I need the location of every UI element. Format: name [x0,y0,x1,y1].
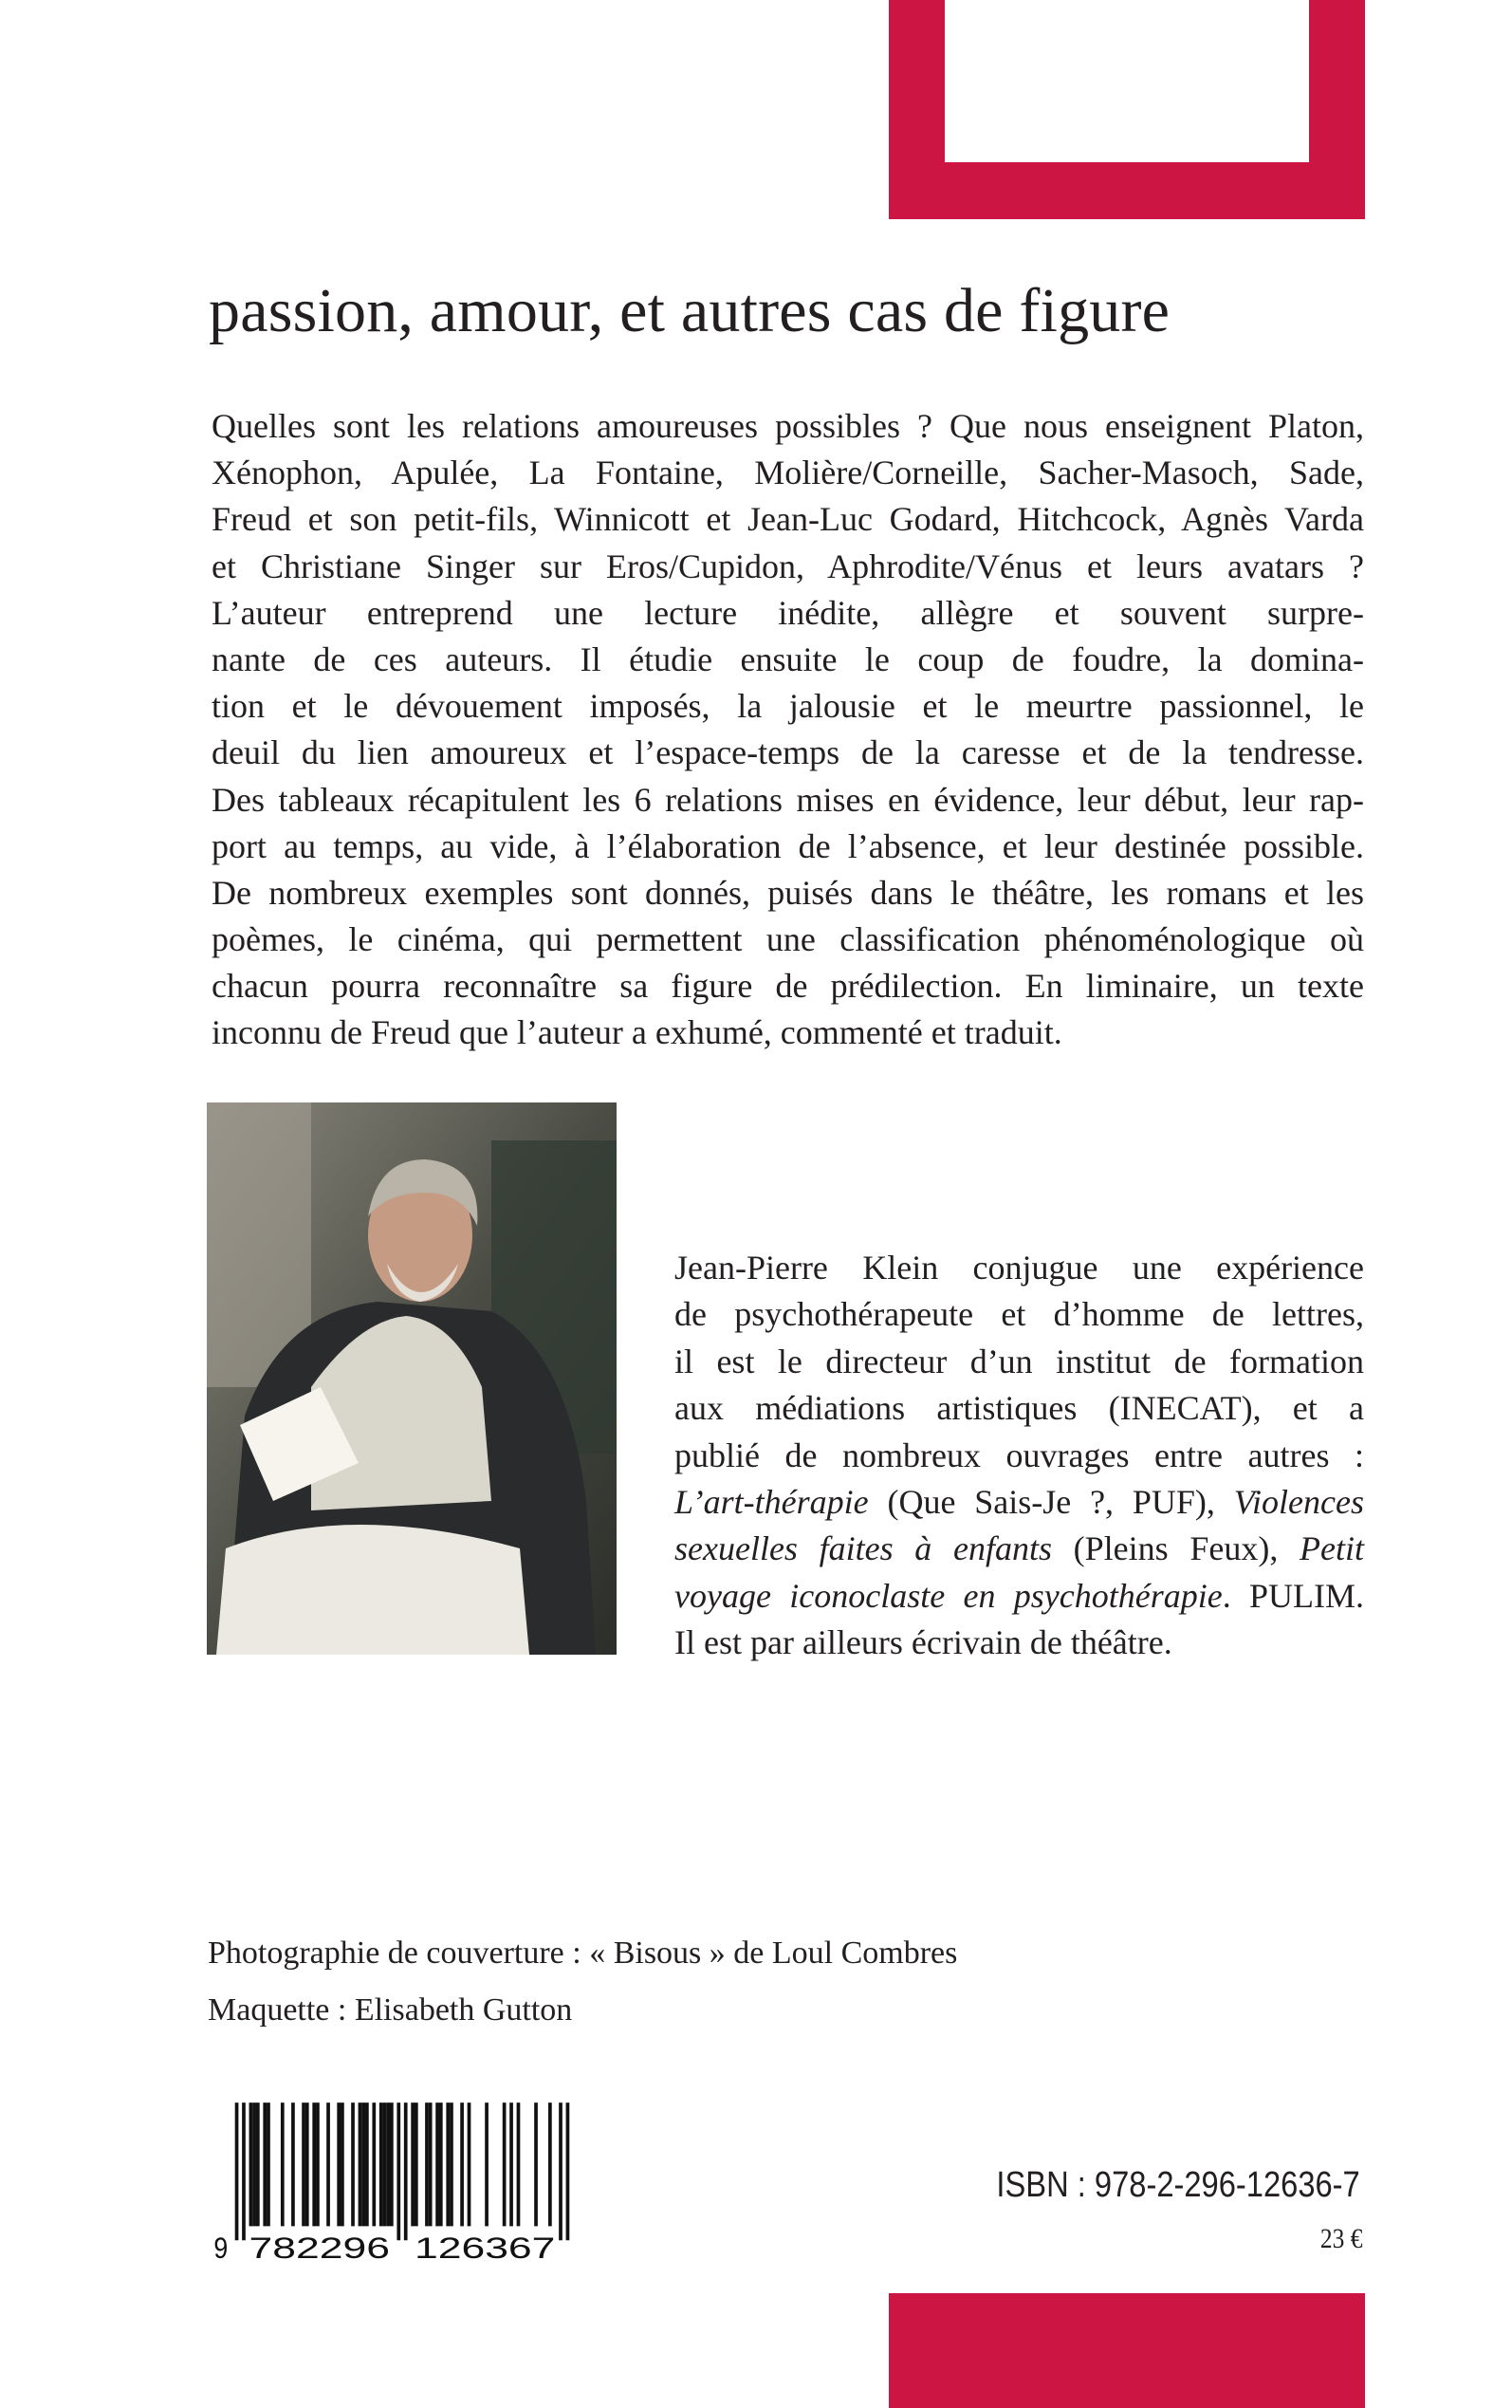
barcode-bar [439,2102,443,2226]
book-title-italic: L’art-thérapie [674,1482,869,1521]
barcode-bar [316,2102,320,2226]
barcode-bar [548,2102,552,2226]
book-title-italic: Petit [1300,1529,1364,1568]
barcode-bar [263,2102,267,2226]
barcode-bar [446,2102,450,2226]
barcode-bar [559,2102,562,2240]
barcode-bar [517,2102,521,2226]
barcode-digits: 126367 [414,2230,556,2265]
summary-line: poèmes, le cinéma, qui permettent une classification phénoménologique où [212,920,1364,959]
barcode-bar [460,2102,464,2226]
bio-line [674,1620,1364,1666]
barcode-bar [302,2102,305,2226]
barcode-bar [485,2102,489,2226]
barcode-bar [372,2102,376,2226]
barcode-bar [235,2102,239,2240]
bio-text: (Que Sais-Je ?, PUF), [868,1482,1234,1521]
bio-line [674,1433,1364,1479]
summary-line: deuil du lien amoureux et l’espace-temps de la caresse et de la tendresse. [212,733,1364,772]
barcode-bar [252,2102,256,2226]
author-bio [674,1245,1364,1667]
summary-line: Xénophon, Apulée, La Fontaine, Molière/Corneille, Sacher-Masoch, Sade, [212,454,1364,492]
barcode-bar [249,2102,253,2226]
barcode-bar [468,2102,471,2226]
bio-text: (Pleins Feux), [1051,1529,1300,1568]
barcode-bar [351,2102,355,2226]
summary-line: port au temps, au vide, à l’élaboration de l’absence, et leur destinée possible. [212,826,1364,865]
author-photo [207,1102,617,1655]
barcode-bar [411,2102,415,2226]
barcode-bar [566,2102,570,2240]
bio-line [674,1526,1364,1572]
barcode-bar [503,2102,507,2226]
barcode-bar [365,2102,369,2226]
barcode-bar [415,2102,418,2226]
summary-line: inconnu de Freud que l’auteur a exhumé, commenté et traduit. [212,1013,1062,1052]
bio-line [674,1339,1364,1385]
barcode-bar [404,2102,408,2240]
bio-text: Jean-Pierre Klein conjugue une expérience [674,1249,1364,1287]
bio-line [674,1385,1364,1432]
red-frame-decoration [889,0,1365,219]
summary-line: chacun pourra reconnaître sa figure de prédilection. En liminaire, un texte [212,967,1364,1006]
cover-photo-credit: Photographie de couverture : « Bisous » de Loul Combres [208,1936,958,1971]
summary-line: Des tableaux récapitulent les 6 relations mises en évidence, leur début, leur rap- [212,780,1364,819]
bio-text: aux médiations artistiques (INECAT), et a [674,1389,1364,1428]
summary-line: Quelles sont les relations amoureuses possibles ? Que nous enseignent Platon, [212,407,1364,445]
barcode-bar [386,2102,390,2226]
red-bar-decoration [889,2293,1365,2408]
barcode-bar [383,2102,387,2226]
summary-line: L’auteur entreprend une lecture inédite, allègre et souvent surpre- [212,593,1364,632]
summary-line: et Christiane Singer sur Eros/Cupidon, Aphrodite/Vénus et leurs avatars ? [212,546,1364,585]
bio-text: de psychothérapeute et d’homme de lettres, [674,1295,1364,1334]
barcode-bar [450,2102,453,2226]
bio-line [674,1573,1364,1620]
barcode-bar [326,2102,330,2226]
barcode-bar [509,2102,513,2226]
summary-line: De nombreux exemples sont donnés, puisés dans le théâtre, les romans et les [212,873,1364,912]
barcode-bar [396,2102,400,2240]
barcode-bar [281,2102,285,2226]
isbn-barcode [207,2092,573,2269]
barcode-bar [312,2102,316,2226]
book-title: passion, amour, et autres cas de figure [209,276,1171,345]
isbn-number: ISBN : 978-2-296-12636-7 [996,2165,1360,2205]
barcode-bar [390,2102,394,2226]
barcode-bar [256,2102,260,2226]
summary-text [212,403,1364,1057]
summary-line: Freud et son petit-fils, Winnicott et Jean-Luc Godard, Hitchcock, Agnès Varda [212,500,1364,539]
layout-credit: Maquette : Elisabeth Gutton [208,1992,573,2028]
summary-line: tion et le dévouement imposés, la jalousie et le meurtre passionnel, le [212,687,1364,726]
barcode-bar [534,2102,538,2226]
book-title-italic: voyage iconoclaste en psychothérapie [674,1576,1223,1615]
bio-line [674,1245,1364,1291]
barcode-bar [305,2102,309,2226]
barcode-bar [341,2102,344,2226]
bio-text: il est le directeur d’un institut de formation [674,1342,1364,1380]
barcode-bar [337,2102,341,2226]
bio-text: . PULIM. [1222,1576,1364,1615]
book-title-italic: sexuelles faites à enfants [674,1529,1052,1568]
barcode-bar [291,2102,295,2226]
barcode-bar [429,2102,433,2226]
bio-line [674,1291,1364,1338]
frame-inner [945,0,1309,162]
barcode-bar [361,2102,365,2226]
book-title-italic: Violences [1233,1482,1364,1521]
barcode-bar [425,2102,429,2226]
barcode-digits: 9 [213,2230,229,2265]
barcode-bar [359,2102,362,2226]
barcode-bar [435,2102,439,2226]
bio-text: Il est par ailleurs écrivain de théâtre. [674,1623,1172,1662]
bio-line [674,1479,1364,1526]
summary-line: nante de ces auteurs. Il étudie ensuite le coup de foudre, la domina- [212,639,1364,678]
barcode-digits: 782296 [249,2230,390,2265]
barcode-bar [242,2102,246,2240]
bio-text: publié de nombreux ouvrages entre autres : [674,1436,1364,1474]
price: 23 € [1319,2223,1362,2254]
barcode-bar [267,2102,270,2226]
barcode-bar [379,2102,383,2226]
